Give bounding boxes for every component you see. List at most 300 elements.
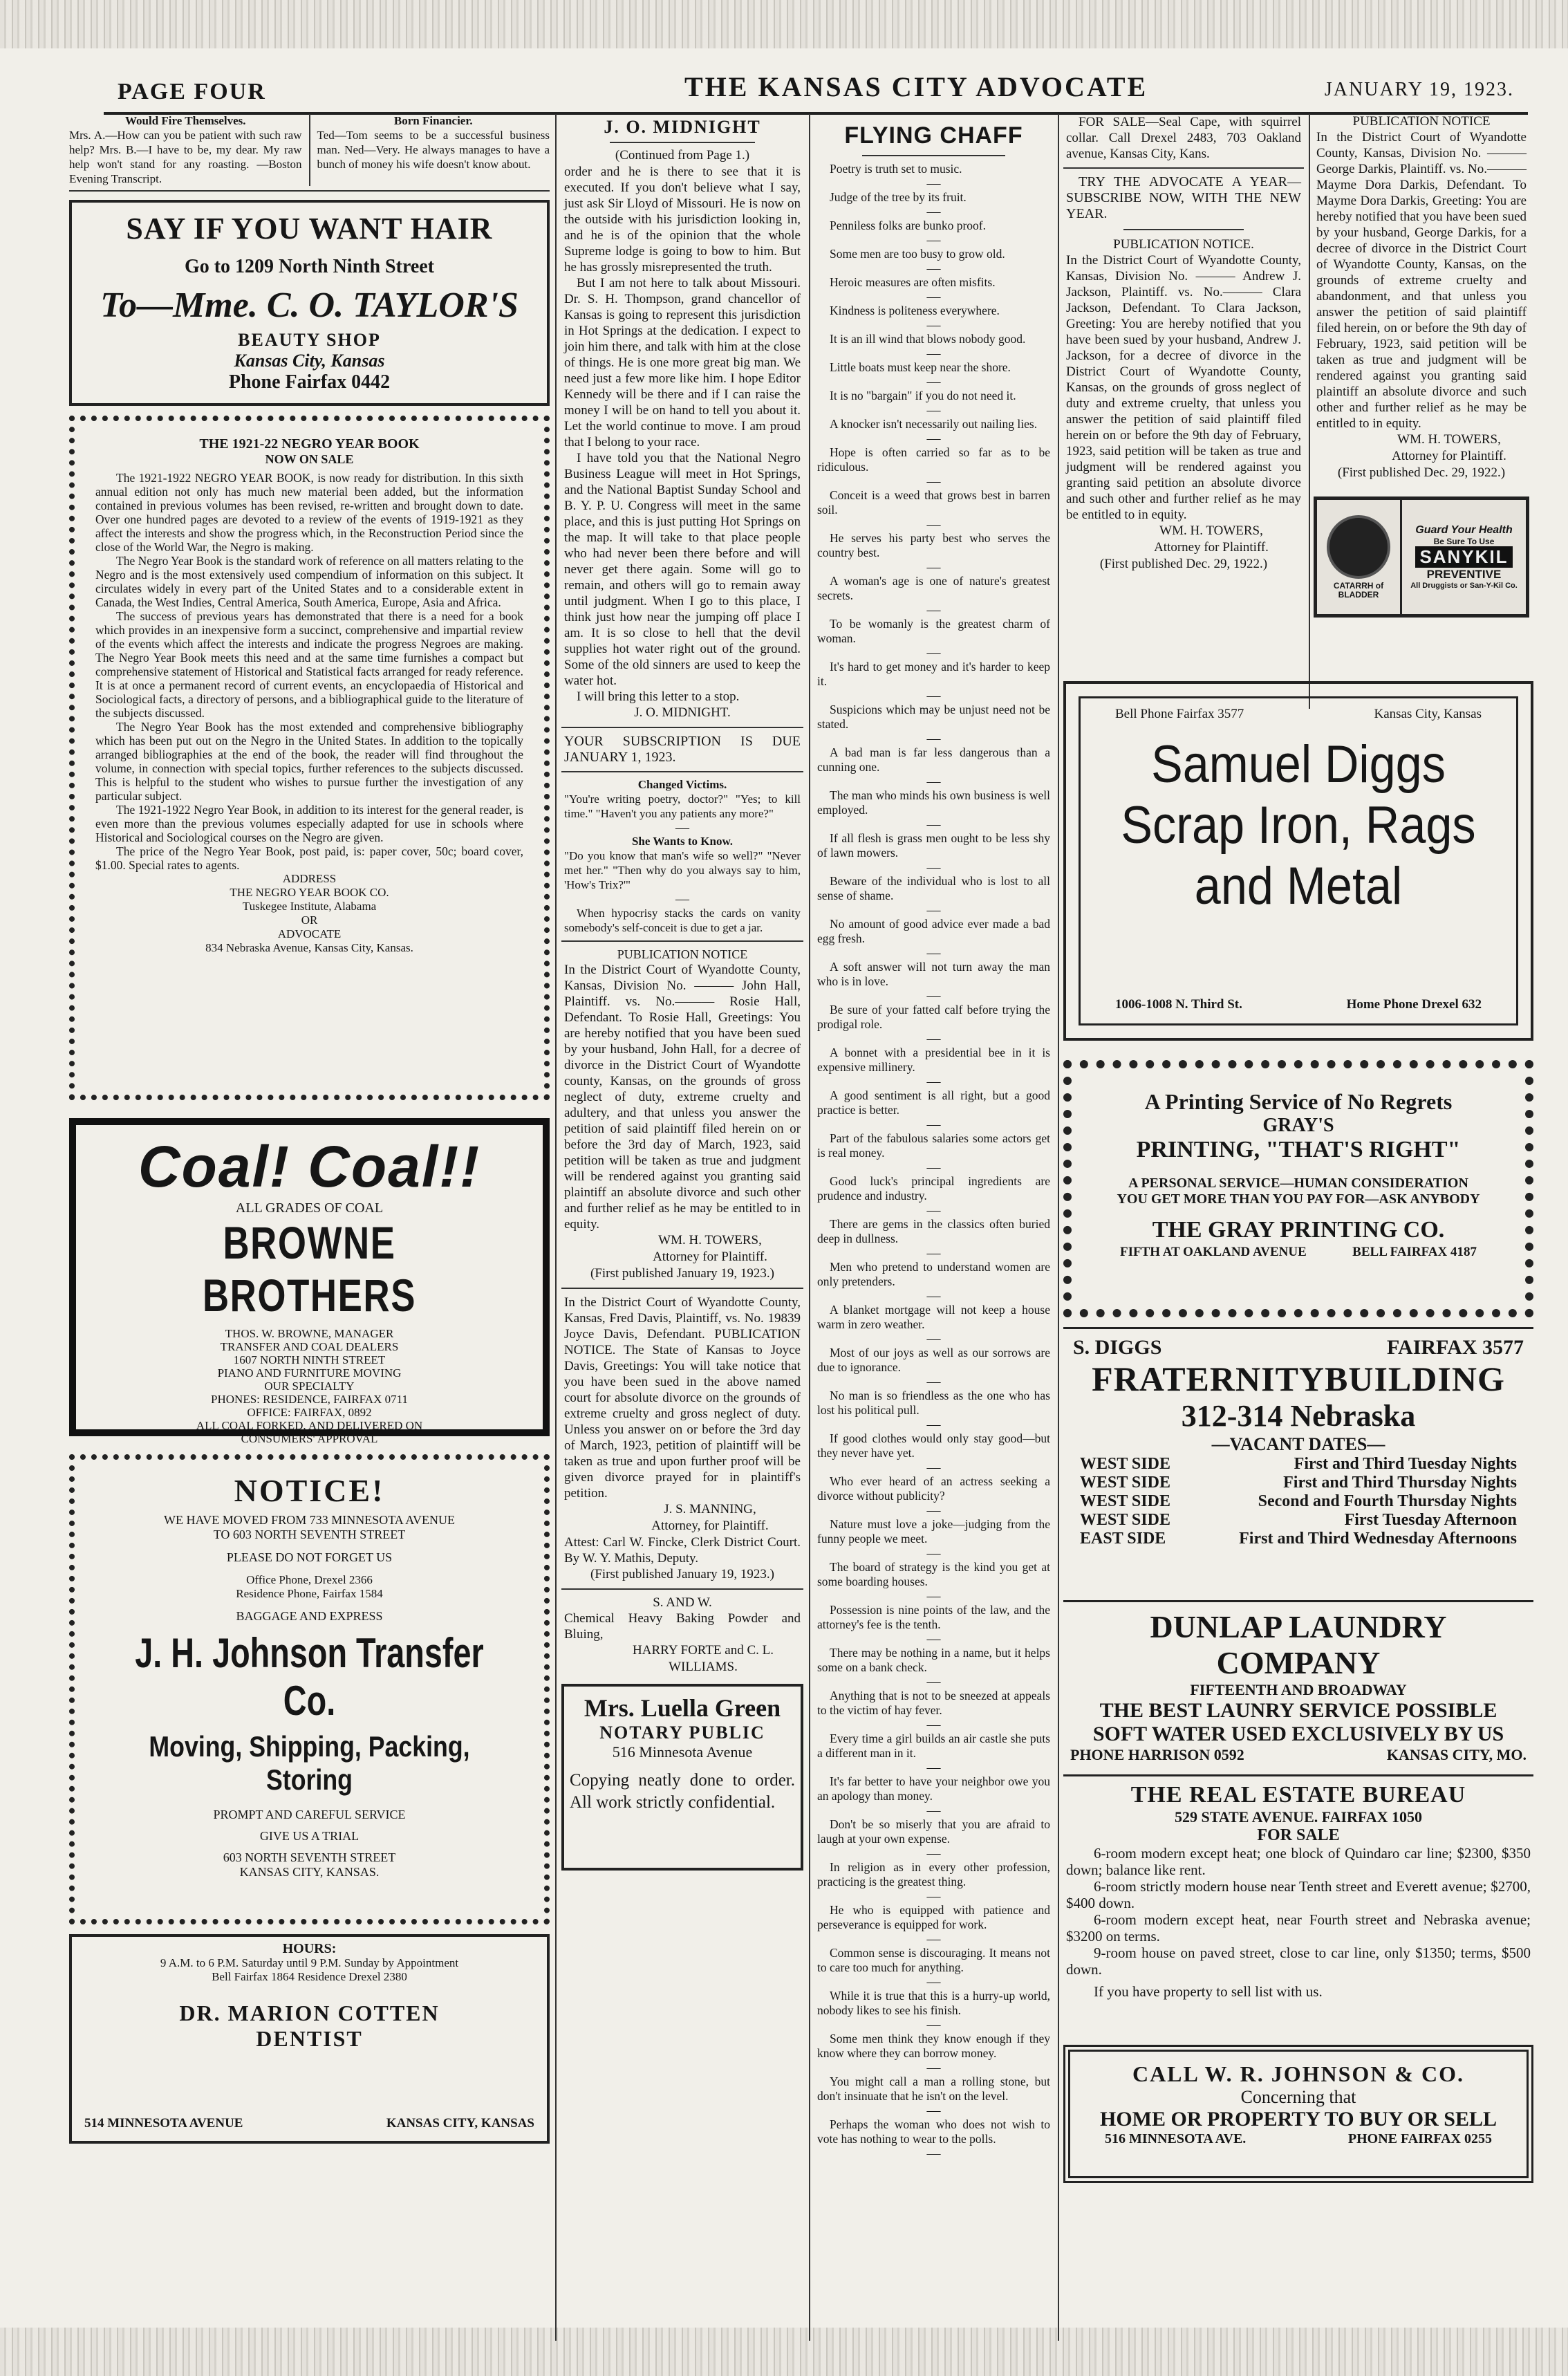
notary-title: NOTARY PUBLIC [599, 1723, 765, 1743]
chaff-item: Every time a girl builds an air castle she puts a different man in it. [817, 1732, 1050, 1760]
chaff-item: A woman's age is one of nature's greatest secrets. [817, 574, 1050, 602]
legal-notice-signature: Attorney for Plaintiff. [1392, 449, 1506, 463]
filler-text: Mrs. A.—How can you be patient with such raw help? Mrs. B.—I have to be, my dear. My raw help won't stand for any roasting. —Boston Evening Transcript. [69, 129, 302, 185]
legal-notice-attest: Attest: Carl W. Fincke, Clerk District Court. By W. Y. Mathis, Deputy. [564, 1535, 801, 1566]
coal-ad-company: BROWNE BROTHERS [202, 1217, 417, 1321]
filler-title: Would Fire Themselves. [124, 114, 246, 127]
sanykil-line: Guard Your Health [1415, 524, 1513, 536]
chaff-item: Poetry is truth set to music. [830, 162, 962, 176]
dentist-ad-address: 514 MINNESOTA AVENUE [84, 2116, 243, 2131]
notary-address: 516 Minnesota Avenue [612, 1743, 753, 1761]
estate-for-sale: FOR SALE [1257, 1826, 1340, 1844]
column-1 [69, 114, 550, 2337]
divider: — [926, 204, 941, 219]
legal-notice-title: PUBLICATION NOTICE [617, 947, 748, 961]
hair-ad-headline: SAY IF YOU WANT HAIR [126, 212, 493, 245]
grays-line: A Printing Service of No Regrets [1144, 1089, 1453, 1114]
frat-date-row [1073, 1492, 1524, 1511]
dentist-ad-phones: Bell Fairfax 1864 Residence Drexel 2380 [212, 1970, 407, 1983]
sanykil-ad [1314, 496, 1529, 618]
chaff-item: Hope is often carried so far as to be ridiculous. [817, 445, 1050, 474]
yearbook-address: ADVOCATE [277, 927, 342, 940]
notary-name: Mrs. Luella Green [584, 1694, 781, 1722]
yearbook-address: ADDRESS [282, 872, 337, 885]
legal-notice-date: (First published January 19, 1923.) [590, 1266, 774, 1281]
chaff-item: A blanket mortgage will not keep a house warm in zero weather. [817, 1303, 1050, 1331]
johnson-address: 516 MINNESOTA AVE. [1105, 2131, 1247, 2146]
hair-ad-owner: To—Mme. C. O. TAYLOR'S [100, 286, 519, 325]
filler-pair [69, 114, 550, 192]
notice-ad-line: 603 NORTH SEVENTH STREET [223, 1850, 396, 1864]
divider: — [926, 1760, 941, 1775]
column-rule [1058, 114, 1059, 2341]
divider: — [926, 374, 941, 389]
subscription-notice: YOUR SUBSCRIPTION IS DUE JANUARY 1, 1923. [564, 734, 801, 765]
estate-listing: 6-room modern except heat, near Fourth street and Nebraska avenue; $3200 on terms. [1066, 1911, 1531, 1945]
filler-text: "Do you know that man's wife so well?" "Never met her." "Then why do you always say to him, 'How's Trix?'" [564, 849, 801, 891]
chaff-item: Some men think they know enough if they know where they can borrow money. [817, 2032, 1050, 2060]
article-paragraph: I will bring this letter to a stop. [577, 689, 740, 704]
grays-line: YOU GET MORE THAN YOU PAY FOR—ASK ANYBODY [1117, 1191, 1480, 1207]
frat-side: EAST SIDE [1080, 1530, 1166, 1548]
coal-ad [69, 1118, 550, 1445]
divider: — [675, 820, 689, 835]
notary-ad [561, 1684, 803, 1871]
johnson-line: Concerning that [1240, 2087, 1356, 2107]
dunlap-slogan: SOFT WATER USED EXCLUSIVELY BY US [1092, 1723, 1504, 1745]
chaff-item: He serves his party best who serves the country best. [817, 531, 1050, 559]
notary-text: Copying neatly done to order. All work strictly confidential. [570, 1771, 795, 1812]
divider: — [675, 891, 689, 907]
filler-title: She Wants to Know. [631, 835, 734, 848]
yearbook-address: 834 Nebraska Avenue, Kansas City, Kansas. [205, 941, 413, 954]
dunlap-footer [1067, 1746, 1529, 1764]
dunlap-slogan: THE BEST LAUNRY SERVICE POSSIBLE [1099, 1699, 1497, 1722]
divider: — [926, 431, 941, 446]
notice-ad-line: PLEASE DO NOT FORGET US [226, 1550, 393, 1564]
divider: — [926, 1888, 941, 1904]
sw-ad-title: S. AND W. [653, 1595, 712, 1610]
frat-side: WEST SIDE [1080, 1511, 1170, 1529]
chaff-item: The board of strategy is the kind you get at some boarding houses. [817, 1560, 1050, 1588]
dentist-ad [69, 1934, 550, 2144]
chaff-item: While it is true that this is a hurry-up world, nobody likes to see his finish. [817, 1989, 1050, 2017]
divider: — [926, 474, 941, 489]
chaff-item: He who is equipped with patience and perseverance is equipped for work. [817, 1903, 1050, 1931]
coal-ad-line: ALL GRADES OF COAL [235, 1200, 384, 1216]
chaff-item: If all flesh is grass men ought to be less shy of lawn mowers. [817, 831, 1050, 860]
yearbook-paragraph: The 1921-1922 Negro Year Book, in addition to its interest for the general reader, is even more than the previous volumes especially adapted for use in schools where Historical and Sociological courses on the Negro are given. [95, 803, 523, 844]
divider [1063, 1327, 1533, 1329]
chaff-item: It's far better to have your neighbor owe you an apology than money. [817, 1774, 1050, 1803]
divider: — [926, 1631, 941, 1646]
divider [1063, 1774, 1533, 1776]
coal-ad-line: OFFICE: FAIRFAX, 0892 [247, 1406, 372, 1419]
legal-notice-signature: J. S. MANNING, [664, 1502, 756, 1516]
hair-ad-city: Kansas City, Kansas [234, 351, 385, 371]
diggs-ad-bottom [1115, 997, 1482, 1012]
chaff-item: Most of our joys as well as our sorrows are due to ignorance. [817, 1346, 1050, 1374]
grays-footer [1079, 1243, 1518, 1261]
divider: — [926, 1546, 941, 1561]
divider: — [926, 988, 941, 1003]
chaff-item: Some men are too busy to grow old. [830, 247, 1005, 261]
chaff-item: Conceit is a weed that grows best in barren soil. [817, 488, 1050, 517]
notice-ad-line: BAGGAGE AND EXPRESS [236, 1609, 383, 1623]
estate-listing: 6-room strictly modern house near Tenth street and Everett avenue; $2700, $400 down. [1066, 1878, 1531, 1911]
hair-ad [69, 200, 550, 406]
diggs-ad-inner [1079, 696, 1518, 1025]
dunlap-phone: PHONE HARRISON 0592 [1070, 1746, 1244, 1763]
chaff-item: No amount of good advice ever made a bad egg fresh. [817, 917, 1050, 945]
divider: — [926, 731, 941, 746]
column-3 [814, 114, 1053, 2341]
column-rule [809, 114, 810, 2341]
yearbook-paragraph: The success of previous years has demonstrated that there is a need for a book which provides in an inexpensive form a succinct, comprehensive and impartial review of the events which affect the interests and indicate the progress Negroes are making. The Negro Year Book meets this need and at the same time furnishes a compact but comprehensive statement of Historical and Statistical facts arranged for ready reference. It is at once a permanent record of current events, an encyclopaedia of Historical and Sociological facts, a directory of persons, and a bibliographical guide to the literature of the subjects discussed. [95, 609, 523, 720]
article-title: J. O. MIDNIGHT [604, 117, 761, 137]
legal-notice-date: (First published Dec. 29, 1922.) [1099, 557, 1268, 571]
coal-ad-line: OUR SPECIALTY [264, 1380, 355, 1393]
chaff-item: There are gems in the classics often buried deep in dullness. [817, 1217, 1050, 1245]
legal-notice-text: In the District Court of Wyandotte County, Kansas, Division No. ——— John Hall, Plaintiff. vs. No.——— Rosie Hall, Defendant. To Rosie Hall, Greetings: You are hereby notified that you have been sued by your husband, John Hall, for a decree of divorce in the District Court of Wyandotte county, Kansas, on the grounds of gross neglect of duty, extreme cruelty and adultery, and that unless you answer the petition of said plaintiff filed herein on or before the 3rd day of March, 1923, said petition will be taken as true and judgment will be rendered against you granting said plaintiff an absolute divorce and such other and further relief as he may be entitled to in equity. [564, 963, 801, 1232]
frat-dates: First Tuesday Afternoon [1344, 1511, 1517, 1529]
column-2 [561, 114, 803, 2341]
johnson-ad [1063, 2045, 1533, 2183]
chaff-item: Perhaps the woman who does not wish to vote has nothing to wear to the polls. [817, 2117, 1050, 2146]
divider: — [926, 1331, 941, 1346]
article-continued: (Continued from Page 1.) [615, 148, 750, 163]
notice-ad-line: Office Phone, Drexel 2366 [246, 1573, 373, 1586]
coal-ad-line: ALL COAL FORKED, AND DELIVERED ON [196, 1419, 423, 1432]
divider: — [926, 2146, 941, 2161]
estate-address: 529 STATE AVENUE. FAIRFAX 1050 [1175, 1808, 1422, 1826]
chaff-item: It is an ill wind that blows nobody good. [830, 332, 1026, 346]
notice-ad-company: J. H. Johnson Transfer Co. [135, 1630, 484, 1724]
notice-ad-headline: NOTICE! [234, 1473, 385, 1508]
yearbook-paragraph: The Negro Year Book is the standard work of reference on all matters relating to the Negro and is the most extensively used compendium of information on this subject. It circulates widely in every part of the United States and to a considerable extent in Canada, the West Indies, Central America, South America, Europe, Asia and Africa. [95, 554, 523, 609]
divider: — [926, 317, 941, 333]
frat-side: WEST SIDE [1080, 1455, 1170, 1473]
chaff-item: Nature must love a joke—judging from the funny people we meet. [817, 1517, 1050, 1546]
legal-notice-signature: Attorney, for Plaintiff. [651, 1519, 769, 1533]
chaff-title: FLYING CHAFF [844, 122, 1023, 149]
diggs-business: and Metal [1194, 857, 1403, 916]
column-rule [555, 114, 557, 2341]
divider: — [926, 1974, 941, 1989]
divider: — [926, 2060, 941, 2075]
frat-dates: First and Third Thursday Nights [1283, 1474, 1517, 1492]
coal-ad-line: THOS. W. BROWNE, MANAGER [225, 1327, 394, 1340]
diggs-home-phone: Home Phone Drexel 632 [1346, 997, 1482, 1012]
divider: — [926, 1245, 941, 1261]
yearbook-address: THE NEGRO YEAR BOOK CO. [230, 886, 389, 899]
divider: — [926, 1374, 941, 1389]
coal-ad-line: PIANO AND FURNITURE MOVING [217, 1366, 402, 1380]
for-sale-ad: FOR SALE—Seal Cape, with squirrel collar. Call Drexel 2483, 703 Oakland avenue, Kansas City, Kans. [1066, 115, 1301, 161]
chaff-item: It is no "bargain" if you do not need it. [830, 389, 1016, 402]
legal-notice-date: (First published Dec. 29, 1922.) [1337, 465, 1506, 480]
coal-ad-line: CONSUMERS' APPROVAL [241, 1432, 378, 1445]
masthead [104, 64, 1528, 115]
chaff-item: A knocker isn't necessarily out nailing lies. [830, 417, 1038, 431]
frat-date-row [1073, 1530, 1524, 1548]
chaff-item: Suspicions which may be unjust need not be stated. [817, 703, 1050, 731]
johnson-line: HOME OR PROPERTY TO BUY OR SELL [1099, 2108, 1497, 2131]
divider [1063, 1600, 1533, 1602]
legal-notice-signature: WM. H. TOWERS, [1159, 523, 1263, 538]
legal-notice-text: In the District Court of Wyandotte County, Kansas, Division No. ——— George Darkis, Plaintiff. vs. No.——— Mayme Dora Darkis, Defendant. To Mayme Dora Darkis, Greeting: You are hereby notified that you have been sued by your husband, George Darkis, for a decree of divorce in the District Court of Wyandotte County, Kansas, on the grounds of extreme cruelty and abandonment, and that unless you answer the petition of said plaintiff filed herein, on or before the 9th day of February, 1923, said petition will be taken as true and judgment will be rendered against you granting said plaintiff an absolute divorce and such other and further relief as he may be entitled to in equity. [1316, 130, 1527, 431]
yearbook-address: Tuskegee Institute, Alabama [242, 900, 377, 913]
frat-phone: FAIRFAX 3577 [1386, 1336, 1524, 1359]
real-estate-ad [1063, 1782, 1533, 2045]
divider: — [926, 602, 941, 618]
diggs-business: Scrap Iron, Rags [1121, 796, 1476, 855]
divider: — [926, 1803, 941, 1818]
frat-dates-heading: —VACANT DATES— [1211, 1434, 1385, 1454]
filler-title: Changed Victims. [637, 778, 727, 791]
filler-financier [310, 114, 550, 186]
dentist-ad-hours: 9 A.M. to 6 P.M. Saturday until 9 P.M. Sunday by Appointment [160, 1956, 459, 1969]
chaff-item: A bonnet with a presidential bee in it is expensive millinery. [817, 1046, 1050, 1074]
dunlap-name: COMPANY [1216, 1645, 1381, 1680]
yearbook-ad [69, 416, 550, 1100]
diggs-city: Kansas City, Kansas [1374, 707, 1482, 721]
chaff-item: Be sure of your fatted calf before trying the prodigal role. [817, 1003, 1050, 1031]
divider [610, 142, 755, 143]
sanykil-line: PREVENTIVE [1426, 568, 1502, 581]
chaff-item: Good luck's principal ingredients are prudence and industry. [817, 1174, 1050, 1203]
chaff-item: It's hard to get money and it's harder to keep it. [817, 660, 1050, 688]
dentist-ad-footer [84, 2116, 534, 2131]
dunlap-name: DUNLAP LAUNDRY [1150, 1609, 1447, 1644]
sanykil-line: All Druggists or San-Y-Kil Co. [1410, 582, 1518, 590]
legal-notice-signature: Attorney for Plaintiff. [653, 1250, 767, 1264]
yearbook-subtitle: NOW ON SALE [265, 452, 354, 466]
column-5 [1314, 114, 1529, 688]
grays-address: FIFTH AT OAKLAND AVENUE [1120, 1245, 1307, 1259]
chaff-item: In religion as in every other profession, practicing is the greatest thing. [817, 1860, 1050, 1888]
chaff-item: A soft answer will not turn away the man who is in love. [817, 960, 1050, 988]
divider [862, 155, 1005, 156]
yearbook-paragraph: The Negro Year Book has the most extended and comprehensive bibliography which has been put out on the Negro in the United States. In addition to the topically arranged bibliographies at the end of the book, the reader will find throughout the volume, in connection with special topics, further references to the subjects discussed. This is helpful to the student who wishes to pursue further the investigation of any particular subject. [95, 720, 523, 803]
frat-dates-list [1073, 1455, 1524, 1548]
frat-dates: First and Third Tuesday Nights [1294, 1455, 1517, 1473]
grays-line: A PERSONAL SERVICE—HUMAN CONSIDERATION [1128, 1176, 1468, 1191]
notice-ad-services: Moving, Shipping, Packing, Storing [149, 1730, 470, 1796]
notice-ad [69, 1454, 550, 1924]
estate-listing: 9-room house on paved street, close to car line, only $1350; terms, $500 down. [1066, 1945, 1531, 1978]
filler-text: "You're writing poetry, doctor?" "Yes; to kill time." "Haven't you any patients any more?" [564, 792, 801, 820]
johnson-name: CALL W. R. JOHNSON & CO. [1132, 2061, 1465, 2086]
hair-ad-shop: BEAUTY SHOP [238, 330, 381, 350]
coal-ad-line: 1607 NORTH NINTH STREET [233, 1353, 386, 1366]
fraternity-ad [1063, 1336, 1533, 1593]
chaff-list [814, 162, 1053, 2159]
divider: — [926, 645, 941, 660]
legal-notice-signature: Attorney for Plaintiff. [1154, 540, 1269, 555]
divider: — [926, 289, 941, 304]
divider [561, 1588, 803, 1590]
chaff-item: Who ever heard of an actress seeking a divorce without publicity? [817, 1474, 1050, 1503]
article-paragraph: I have told you that the National Negro Business League will meet in Hot Springs, and the National Baptist Sunday School and B. Y. P. U. Congress will meet in the same place, and this is just putting Hot Springs on the map. It will take to that place people who had never been there before and will never get there again. Some will go to remain, and others will go to remain away until judgment. When I go to this place, I think just how near the jumping off place I am. It is so close to hell that the devil supplies hot water right out of the ground. Some of the old sinners are used to keep the water hot. [564, 451, 801, 688]
sanykil-text [1402, 500, 1526, 614]
divider [1063, 167, 1304, 169]
divider: — [926, 559, 941, 575]
filler-text: When hypocrisy stacks the cards on vanity somebody's self-conceit is due to get a jar. [564, 907, 801, 934]
torn-top-edge [0, 0, 1568, 48]
frat-top [1073, 1336, 1524, 1359]
chaff-item: A bad man is far less dangerous than a cunning one. [817, 745, 1050, 774]
subscribe-ad: TRY THE ADVOCATE A YEAR—SUBSCRIBE NOW, WITH THE NEW YEAR. [1066, 174, 1301, 221]
dunlap-ad [1063, 1609, 1533, 1765]
divider [561, 1288, 803, 1289]
estate-listing: If you have property to sell list with us. [1094, 1983, 1323, 2000]
dentist-ad-title: DENTIST [256, 2026, 363, 2051]
divider: — [926, 1288, 941, 1303]
yearbook-title: THE 1921-22 NEGRO YEAR BOOK [199, 436, 420, 452]
frat-address: 312-314 Nebraska [1181, 1399, 1416, 1433]
legal-notice-title: PUBLICATION NOTICE. [1113, 237, 1254, 252]
grays-name: GRAY'S [1262, 1115, 1334, 1136]
chaff-item: A good sentiment is all right, but a good practice is better. [817, 1088, 1050, 1117]
dentist-ad-city: KANSAS CITY, KANSAS [386, 2116, 534, 2131]
diggs-ad [1063, 681, 1533, 1041]
frat-dates: Second and Fourth Thursday Nights [1258, 1492, 1517, 1510]
divider: — [926, 1203, 941, 1218]
paper-title: THE KANSAS CITY ADVOCATE [684, 71, 1148, 102]
chaff-item: Little boats must keep near the shore. [830, 360, 1011, 374]
column-rule [1309, 114, 1310, 709]
chaff-item: There may be nothing in a name, but it helps some on a bank check. [817, 1646, 1050, 1674]
divider: — [926, 902, 941, 918]
divider: — [926, 1588, 941, 1604]
yearbook-paragraph: The price of the Negro Year Book, post paid, is: paper cover, 50c; board cover, $1.00. Special rates to agents. [95, 844, 523, 872]
johnson-phone: PHONE FAIRFAX 0255 [1347, 2131, 1492, 2146]
frat-side: WEST SIDE [1080, 1492, 1170, 1510]
grays-printing-ad [1063, 1060, 1533, 1317]
notice-ad-line: TO 603 NORTH SEVENTH STREET [213, 1528, 406, 1541]
divider: — [926, 1717, 941, 1732]
divider: — [926, 2103, 941, 2118]
frat-dates: First and Third Wednesday Afternoons [1239, 1530, 1517, 1548]
issue-date: JANUARY 19, 1923. [1324, 79, 1514, 100]
divider: — [926, 517, 941, 532]
frat-date-row [1073, 1511, 1524, 1530]
filler-title: Born Financier. [393, 114, 473, 127]
legal-notice-text: In the District Court of Wyandotte County, Kansas, Division No. ——— Andrew J. Jackson, Plaintiff. vs. No.——— Clara Jackson, Defendant. To Clara Jackson, Greeting: You are hereby notified that you have been sued by your husband, Andrew J. Jackson, for a decree of divorce in the District Court of Wyandotte County, Kansas, on the grounds of gross neglect of duty and extreme cruelty, that unless you answer the petition of said plaintiff filed herein on or before the 9th day of February, 1923, said petition will be taken as true and judgment will be rendered against you granting said petition an absolute divorce and such other and further relief as he may be entitled to in equity. [1066, 253, 1301, 522]
frat-side: WEST SIDE [1080, 1474, 1170, 1492]
divider: — [926, 2017, 941, 2032]
sanykil-brand: SANYKIL [1415, 546, 1512, 568]
frat-building: FRATERNITYBUILDING [1092, 1359, 1505, 1398]
divider: — [926, 817, 941, 832]
sanykil-condition: CATARRH of BLADDER [1333, 580, 1384, 600]
divider: — [926, 1846, 941, 1861]
sw-ad-text: Chemical Heavy Baking Powder and Bluing, [564, 1611, 801, 1642]
coal-ad-line: TRANSFER AND COAL DEALERS [220, 1340, 399, 1353]
chaff-item: Common sense is discouraging. It means not to care too much for anything. [817, 1946, 1050, 1974]
filler-fire [69, 114, 310, 186]
divider [561, 771, 803, 772]
chaff-item: You might call a man a rolling stone, but don't insinuate that he isn't on the level. [817, 2075, 1050, 2103]
article-paragraph: But I am not here to talk about Missouri. Dr. S. H. Thompson, grand chancellor of Kansas is going to represent this jurisdiction in Hot Springs at the dedication. I expect to join him there, and talk with him at the close of things. He is one more great big man. We need just a few more like him. I hope Editor Kennedy will be there and if I can raise the money I will be on hand to tell you about it. Let the world continue to move. I am proud that I belong to your race. [564, 276, 801, 449]
right-ads [1063, 681, 1533, 2341]
notice-ad-line: PROMPT AND CAREFUL SERVICE [213, 1808, 406, 1821]
divider: — [926, 1031, 941, 1046]
page-number: PAGE FOUR [118, 79, 266, 104]
sw-ad-names: HARRY FORTE and C. L. WILLIAMS. [633, 1643, 774, 1674]
legal-notice-title: PUBLICATION NOTICE [1352, 114, 1491, 129]
chaff-item: Anything that is not to be sneezed at appeals to the victim of hay fever. [817, 1689, 1050, 1717]
notice-ad-line: KANSAS CITY, KANSAS. [239, 1865, 380, 1879]
chaff-item: Beware of the individual who is lost to all sense of shame. [817, 874, 1050, 902]
dentist-ad-name: DR. MARION COTTEN [179, 2001, 440, 2025]
divider: — [926, 1160, 941, 1175]
divider: — [926, 1503, 941, 1518]
column-4 [1063, 114, 1304, 688]
article-paragraph: order and he is there to see that it is executed. If you don't believe what I say, just ask Sir Lloyd of Missouri. He is now on the outside with his jurisdiction looking in, and he is of the opinion that the whole Supreme lodge is going to bow to him. But he has grossly misrepresented the truth. [564, 165, 801, 275]
chaff-item: Judge of the tree by its fruit. [830, 190, 967, 204]
dunlap-address: FIFTEENTH AND BROADWAY [1190, 1681, 1407, 1698]
chaff-item: Penniless folks are bunko proof. [830, 219, 987, 232]
diggs-ad-top [1081, 698, 1516, 722]
article-signature: J. O. MIDNIGHT. [634, 705, 731, 720]
filler-text: Ted—Tom seems to be a successful business man. Ned—Very. He always manages to have a bunch of money his wife doesn't know about. [317, 129, 550, 171]
frat-owner: S. DIGGS [1073, 1336, 1162, 1359]
chaff-item: Kindness is politeness everywhere. [830, 304, 1000, 317]
divider: — [926, 1674, 941, 1689]
divider: — [926, 346, 941, 361]
hair-ad-address: Go to 1209 North Ninth Street [184, 256, 435, 277]
divider: — [926, 1074, 941, 1089]
divider: — [926, 1417, 941, 1432]
divider: — [926, 1117, 941, 1132]
divider: — [926, 774, 941, 789]
sanykil-line: Be Sure To Use [1433, 537, 1495, 546]
legal-notice-date: (First published January 19, 1923.) [590, 1567, 774, 1581]
coal-ad-line: PHONES: RESIDENCE, FAIRFAX 0711 [211, 1393, 408, 1406]
divider: — [926, 176, 941, 191]
grays-phone: BELL FAIRFAX 4187 [1352, 1245, 1477, 1259]
frat-date-row [1073, 1455, 1524, 1474]
divider [561, 940, 803, 942]
grays-slogan: PRINTING, "THAT'S RIGHT" [1136, 1137, 1461, 1162]
yearbook-paragraph: The 1921-1922 NEGRO YEAR BOOK, is now ready for distribution. In this sixth annual edition not only has much new material been added, but the information contained in previous volumes has been revised, re-written and brought down to date. Over one hundred pages are devoted to a review of the events of 1919-1921 as they affect the interests and show the progress which, in the Reconstruction Period since the close of the World War, the Negro is making. [95, 471, 523, 554]
legal-notice-signature: WM. H. TOWERS, [1397, 432, 1501, 447]
notice-ad-line: GIVE US A TRIAL [259, 1829, 360, 1843]
chaff-item: No man is so friendless as the one who has lost his political pull. [817, 1389, 1050, 1417]
dunlap-city: KANSAS CITY, MO. [1386, 1746, 1527, 1763]
chaff-item: Possession is nine points of the law, and the attorney's fee is the tenth. [817, 1603, 1050, 1631]
chaff-item: Heroic measures are often misfits. [830, 275, 996, 289]
estate-listing: 6-room modern except heat; one block of Quindaro car line; $2300, $350 down; balance like rent. [1066, 1845, 1531, 1878]
divider: — [926, 402, 941, 418]
chaff-item: Don't be so miserly that you are afraid to laugh at your own expense. [817, 1817, 1050, 1846]
divider: — [926, 688, 941, 703]
sanykil-seal-icon [1327, 515, 1390, 579]
legal-notice-signature: WM. H. TOWERS, [658, 1233, 762, 1247]
divider: — [926, 860, 941, 875]
frat-date-row [1073, 1474, 1524, 1492]
grays-company: THE GRAY PRINTING CO. [1152, 1217, 1445, 1243]
notice-ad-line: WE HAVE MOVED FROM 733 MINNESOTA AVENUE [164, 1513, 455, 1527]
diggs-phone: Bell Phone Fairfax 3577 [1115, 707, 1244, 721]
divider: — [926, 945, 941, 960]
chaff-item: Men who pretend to understand women are only pretenders. [817, 1260, 1050, 1288]
yearbook-address: OR [301, 913, 318, 927]
diggs-name: Samuel Diggs [1151, 735, 1446, 794]
chaff-item: The man who minds his own business is well employed. [817, 788, 1050, 817]
